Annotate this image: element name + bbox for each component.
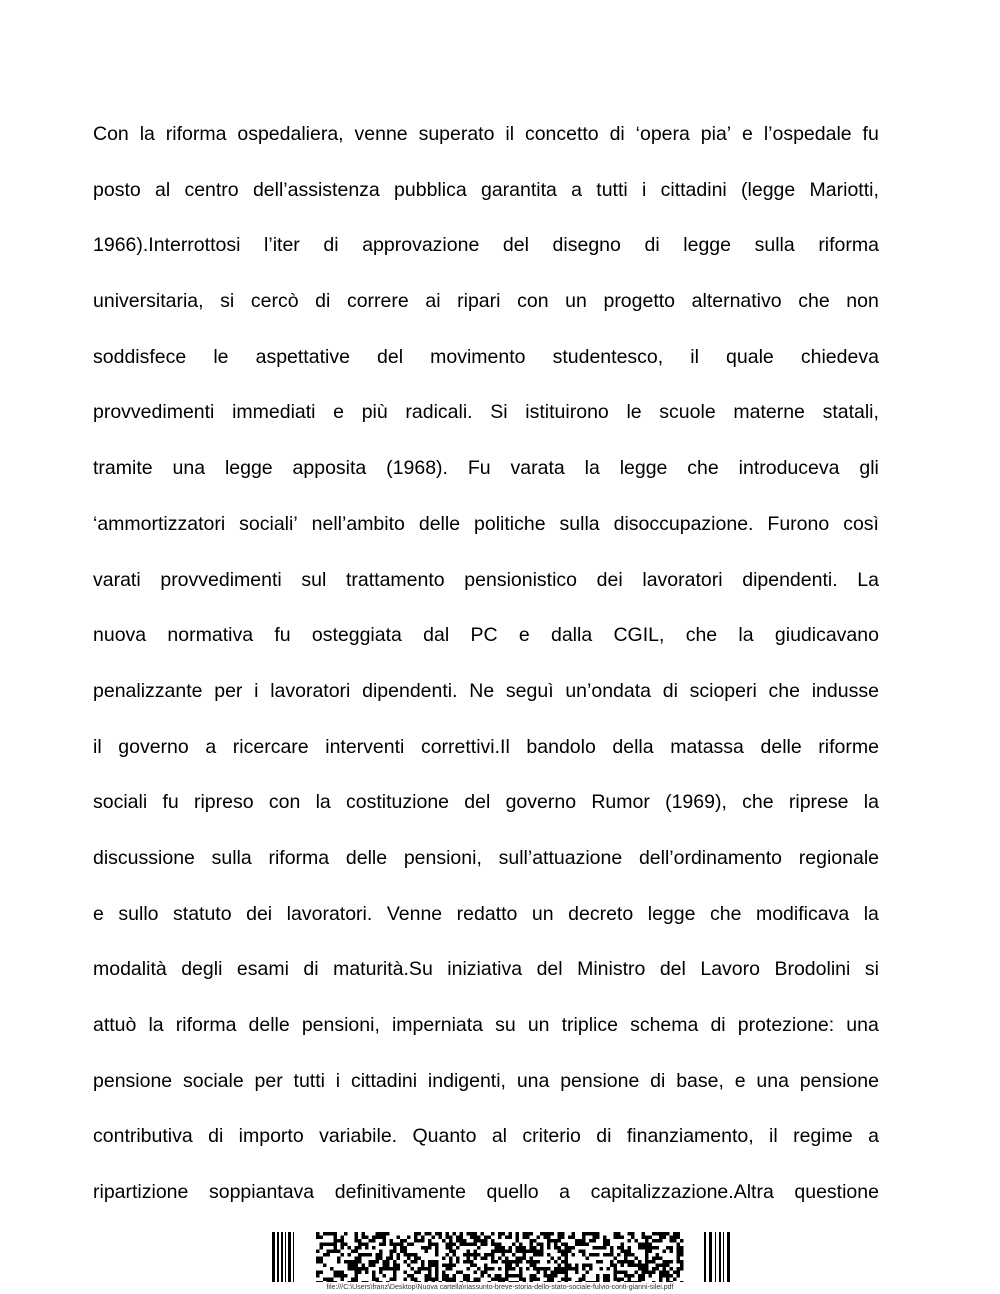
text-line: sociali fu ripreso con la costituzione del governo Rumor (1969), che riprese la xyxy=(93,791,879,814)
text-line: Con la riforma ospedaliera, venne superato il concetto di ‘opera pia’ e l’ospedale fu xyxy=(93,123,879,145)
text-line: universitaria, si cercò di correre ai ripari con un progetto alternativo che non xyxy=(93,290,879,313)
barcode-icon xyxy=(272,1232,730,1282)
text-line: e sullo statuto dei lavoratori. Venne redatto un decreto legge che modificava la xyxy=(93,902,879,925)
text-line: contributiva di importo variabile. Quanto al criterio di finanziamento, il regime a xyxy=(93,1125,879,1148)
text-line: discussione sulla riforma delle pensioni, sull’attuazione dell’ordinamento regionale xyxy=(93,846,879,869)
text-line: nuova normativa fu osteggiata dal PC e dalla CGIL, che la giudicavano xyxy=(93,624,879,647)
text-line: attuò la riforma delle pensioni, imperniata su un triplice schema di protezione: una xyxy=(93,1014,879,1036)
text-line: provvedimenti immediati e più radicali. Si istituirono le scuole materne statali, xyxy=(93,401,879,424)
text-line: pensione sociale per tutti i cittadini indigenti, una pensione di base, e una pensione xyxy=(93,1069,879,1092)
text-line: ‘ammortizzatori sociali’ nell’ambito delle politiche sulla disoccupazione. Furono così xyxy=(93,512,879,535)
text-line: tramite una legge apposita (1968). Fu varata la legge che introduceva gli xyxy=(93,457,879,480)
text-line: ripartizione soppiantava definitivamente quello a capitalizzazione.Altra questione xyxy=(93,1181,879,1204)
text-line: soddisfece le aspettative del movimento studentesco, il quale chiedeva xyxy=(93,345,879,368)
text-line: modalità degli esami di maturità.Su iniziativa del Ministro del Lavoro Brodolini si xyxy=(93,958,879,981)
body-text xyxy=(93,112,879,1226)
footer-file-path: file:///C:\Users\franz\Desktop\Nuova cartella\riassunto-breve-storia-dello-stato-sociale-fulvio-conti-gianni-silei.pdf xyxy=(326,1284,674,1291)
text-line: penalizzante per i lavoratori dipendenti. Ne seguì un’ondata di scioperi che indusse xyxy=(93,679,879,702)
text-line: 1966).Interrottosi l’iter di approvazione del disegno di legge sulla riforma xyxy=(93,234,879,257)
text-line: posto al centro dell’assistenza pubblica garantita a tutti i cittadini (legge Mariotti, xyxy=(93,178,879,201)
text-line: il governo a ricercare interventi correttivi.Il bandolo della matassa delle riforme xyxy=(93,735,879,758)
text-line: varati provvedimenti sul trattamento pensionistico dei lavoratori dipendenti. La xyxy=(93,568,879,591)
